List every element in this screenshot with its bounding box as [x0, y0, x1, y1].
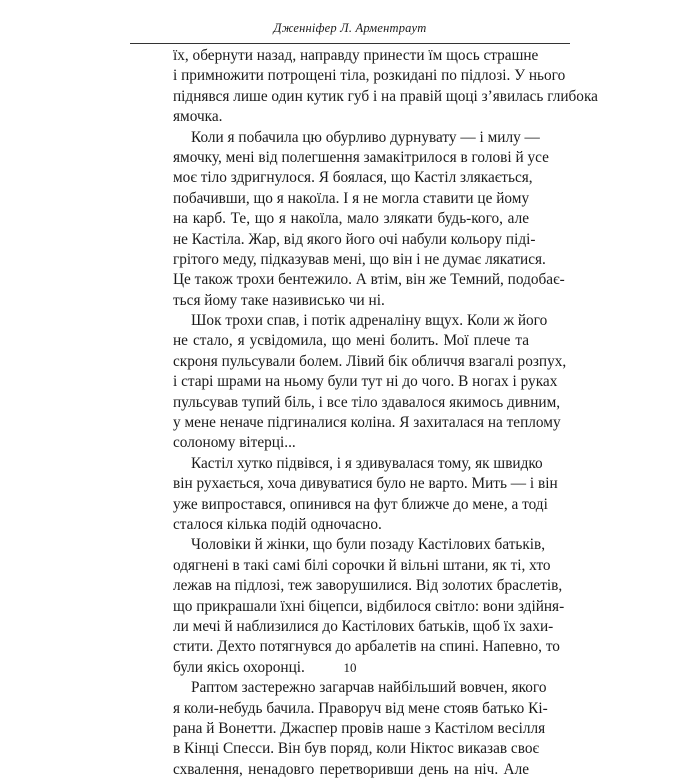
text-line: Шок трохи спав, і потік адреналіну вщух. Коли ж його: [191, 312, 548, 330]
text-line: і примножити потрощені тіла, розкидані по підлозі. У нього: [173, 67, 566, 85]
text-line: рана й Вонетти. Джаспер провів наше з Кастілом весілля: [173, 719, 546, 737]
text-line: лежав на підлозі, теж заворушилися. Від золотих браслетів,: [173, 577, 563, 595]
text-line: пульсував тупий біль, і все тіло здавалося якимось дивним,: [173, 393, 561, 411]
text-line: Коли я побачила цю обурливо дурнувату — і милу —: [191, 128, 540, 146]
text-line: одягнені в такі самі білі сорочки й вільні штани, як ті, хто: [173, 556, 551, 574]
text-line: ться йому таке називисько чи ні.: [173, 291, 385, 309]
text-line: схвалення, ненадовго перетворивши день на ніч. Але: [173, 760, 529, 778]
page-number: 10: [343, 660, 357, 675]
text-line: сталося кілька подій одночасно.: [173, 515, 382, 533]
text-line: що прикрашали їхні біцепси, відбилося світло: вони здійня-: [173, 597, 565, 615]
text-line: не стало, я усвідомила, що мені болить. Мої плече та: [173, 332, 529, 350]
text-line: Кастіл хутко підвівся, і я здивувалася тому, як швидко: [191, 454, 543, 472]
text-line: Чоловіки й жінки, що були позаду Кастілових батьків,: [191, 536, 546, 554]
text-line: побачивши, що я накоїла. І я не могла ставити це йому: [173, 189, 530, 207]
running-header: Дженніфер Л. Арментраут: [273, 21, 427, 35]
text-line: скроня пульсували болем. Лівий бік обличчя взагалі розпух,: [173, 352, 567, 370]
text-line: їх, обернути назад, направду принести їм щось страшне: [173, 47, 539, 64]
text-line: Це також трохи бентежило. А втім, він же Темний, подобає-: [173, 271, 565, 289]
text-line: на карб. Те, що я накоїла, мало злякати будь-кого, але: [173, 210, 529, 228]
header-rule: [130, 43, 570, 44]
text-line: уже випростався, опинився на фут ближче до мене, а тоді: [173, 495, 548, 513]
text-line: стити. Дехто потягнувся до арбалетів на спині. Напевно, то: [173, 638, 560, 656]
text-line: піднявся лише один кутик губ і на правій щоці з’явилась глибока: [173, 87, 598, 105]
text-line: Раптом застережно загарчав найбільший вовчен, якого: [191, 679, 547, 697]
text-line: ли мечі й наблизилися до Кастілових батьків, щоб їх захи-: [173, 617, 554, 635]
text-line: солоному вітерці...: [173, 434, 296, 452]
text-line: грітого меду, підказував мені, що він і не думає лякатися.: [173, 250, 546, 268]
text-line: і старі шрами на ньому були тут ні до чого. В ногах і руках: [173, 373, 558, 391]
text-line: він рухається, хоча дивуватися було не варто. Мить — і він: [173, 475, 558, 493]
text-line: не Кастіла. Жар, від якого його очі набули кольору підi-: [173, 230, 536, 248]
text-line: у мене неначе підгиналися коліна. Я захиталася на теплому: [173, 414, 561, 432]
text-line: в Кінці Спесси. Він був поряд, коли Ніктос виказав своє: [173, 740, 540, 758]
text-line: ямочка.: [173, 108, 223, 126]
text-line: ямочку, мені від полегшення замакітрилося в голові й усе: [173, 148, 549, 166]
text-line: я коли-небудь бачила. Праворуч від мене стояв батько Кі-: [173, 699, 548, 717]
text-line: моє тіло здригнулося. Я боялася, що Кастіл злякається,: [173, 169, 533, 187]
text-line: були якісь охоронці.: [173, 658, 305, 676]
